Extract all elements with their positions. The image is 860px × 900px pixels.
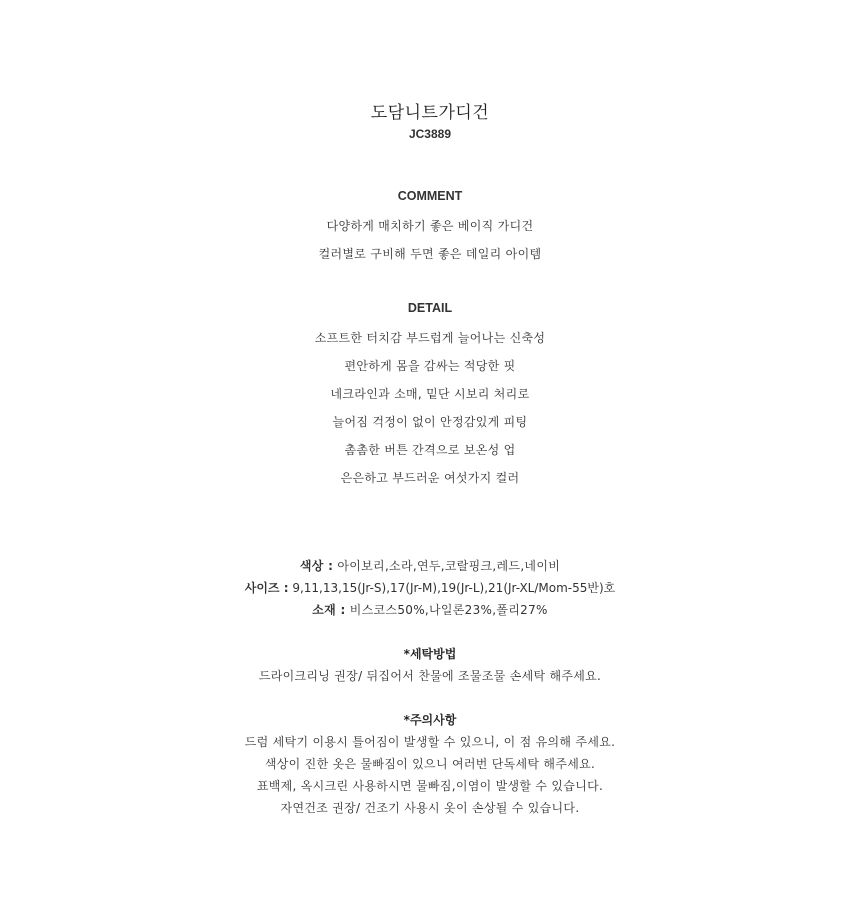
product-name: 도담니트가디건 (370, 103, 490, 123)
spec-material-value: 비스코스50%,나일론23%,폴리27% (349, 603, 548, 617)
washing-line: 드라이크리닝 권장/ 뒤집어서 찬물에 조물조물 손세탁 해주세요. (258, 669, 602, 683)
spec-color (0, 557, 860, 574)
detail-line: 은은하고 부드러운 여섯가지 컬러 (340, 471, 520, 485)
spec-color-value: 아이보리,소라,연두,코랄핑크,레드,네이비 (337, 559, 561, 573)
detail-heading: DETAIL (407, 301, 453, 315)
detail-line: 촘촘한 버튼 간격으로 보온성 업 (344, 443, 516, 457)
detail-line: 편안하게 몸을 감싸는 적당한 핏 (344, 359, 516, 373)
washing-heading: *세탁방법 (403, 647, 457, 661)
spec-size-label: 사이즈 : (244, 581, 289, 595)
spec-size (0, 579, 860, 596)
spec-material (0, 601, 860, 618)
spec-color-label: 색상 : (299, 559, 334, 573)
comment-heading: COMMENT (397, 189, 463, 203)
caution-line: 표백제, 옥시크린 사용하시면 물빠짐,이염이 발생할 수 있습니다. (256, 779, 604, 793)
product-code: JC3889 (408, 127, 452, 141)
caution-line: 색상이 진한 옷은 물빠짐이 있으니 여러번 단독세탁 해주세요. (264, 757, 596, 771)
caution-heading: *주의사항 (403, 713, 457, 727)
detail-line: 네크라인과 소매, 밑단 시보리 처리로 (330, 387, 530, 401)
spec-size-value: 9,11,13,15(Jr-S),17(Jr-M),19(Jr-L),21(Jr-XL/Mom-55반)호 (292, 581, 616, 595)
caution-line: 자연건조 권장/ 건조기 사용시 옷이 손상될 수 있습니다. (280, 801, 580, 815)
comment-line: 컬러별로 구비해 두면 좋은 데일리 아이템 (318, 247, 542, 261)
detail-line: 늘어짐 걱정이 없이 안정감있게 피팅 (332, 415, 528, 429)
spec-material-label: 소재 : (312, 603, 346, 617)
detail-line: 소프트한 터치감 부드럽게 늘어나는 신축성 (314, 331, 546, 345)
comment-line: 다양하게 매치하기 좋은 베이직 가디건 (326, 219, 534, 233)
caution-line: 드럼 세탁기 이용시 틀어짐이 발생할 수 있으니, 이 점 유의해 주세요. (244, 735, 616, 749)
